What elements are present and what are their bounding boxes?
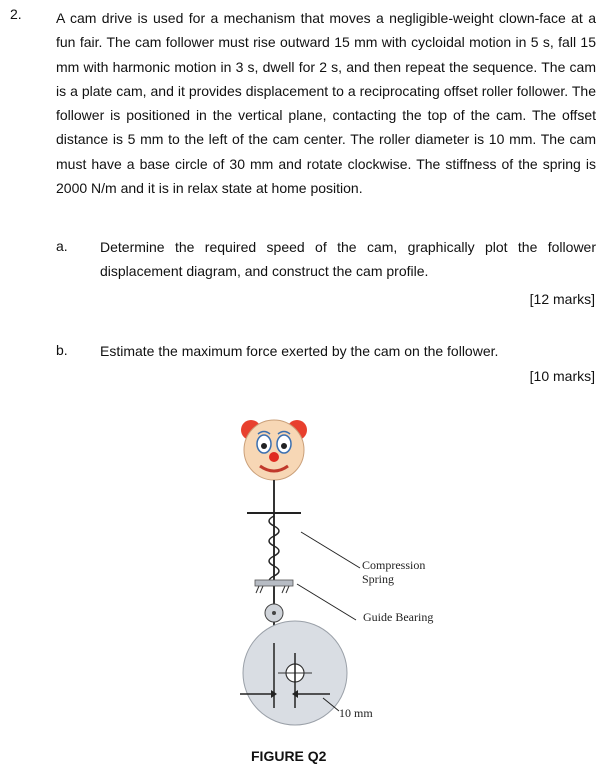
part-b-label: b. bbox=[56, 342, 68, 358]
question-number: 2. bbox=[10, 6, 22, 22]
part-a-text: Determine the required speed of the cam, graphically plot the follower displacement diagram, and construct the cam profile. bbox=[100, 239, 596, 279]
guide-bearing-label: Guide Bearing bbox=[363, 610, 434, 624]
question-paragraph: A cam drive is used for a mechanism that moves a negligible-weight clown-face at a fun fair. The cam follower must rise outward 15 mm with cycloidal motion in 5 s, fall 15 mm with harmonic motion in 3 s, dwell for 2 s, and then repeat the sequence. The cam is a plate cam, and it provides displacement to a reciprocating offset roller follower. The follower is positioned in the vertical plane, contacting the top of the cam. The offset distance is 5 mm to the left of the cam center. The roller diameter is 10 mm. The cam must have a base circle of 30 mm and rotate clockwise. The stiffness of the spring is 2000 N/m and it is in relax state at home position. bbox=[56, 10, 596, 197]
spring-label: Spring bbox=[362, 572, 395, 586]
part-b-marks: [10 marks] bbox=[529, 368, 595, 384]
part-b-text: Estimate the maximum force exerted by the cam on the follower. bbox=[100, 343, 499, 359]
figure-caption: FIGURE Q2 bbox=[251, 748, 327, 764]
compression-label: Compression bbox=[362, 558, 426, 572]
offset-label: 10 mm bbox=[339, 706, 373, 720]
roller-icon bbox=[265, 604, 283, 622]
part-a-marks: [12 marks] bbox=[529, 291, 595, 307]
part-a-label: a. bbox=[56, 238, 68, 254]
clown-face-icon bbox=[241, 420, 307, 480]
cam-mechanism-figure bbox=[205, 408, 465, 738]
